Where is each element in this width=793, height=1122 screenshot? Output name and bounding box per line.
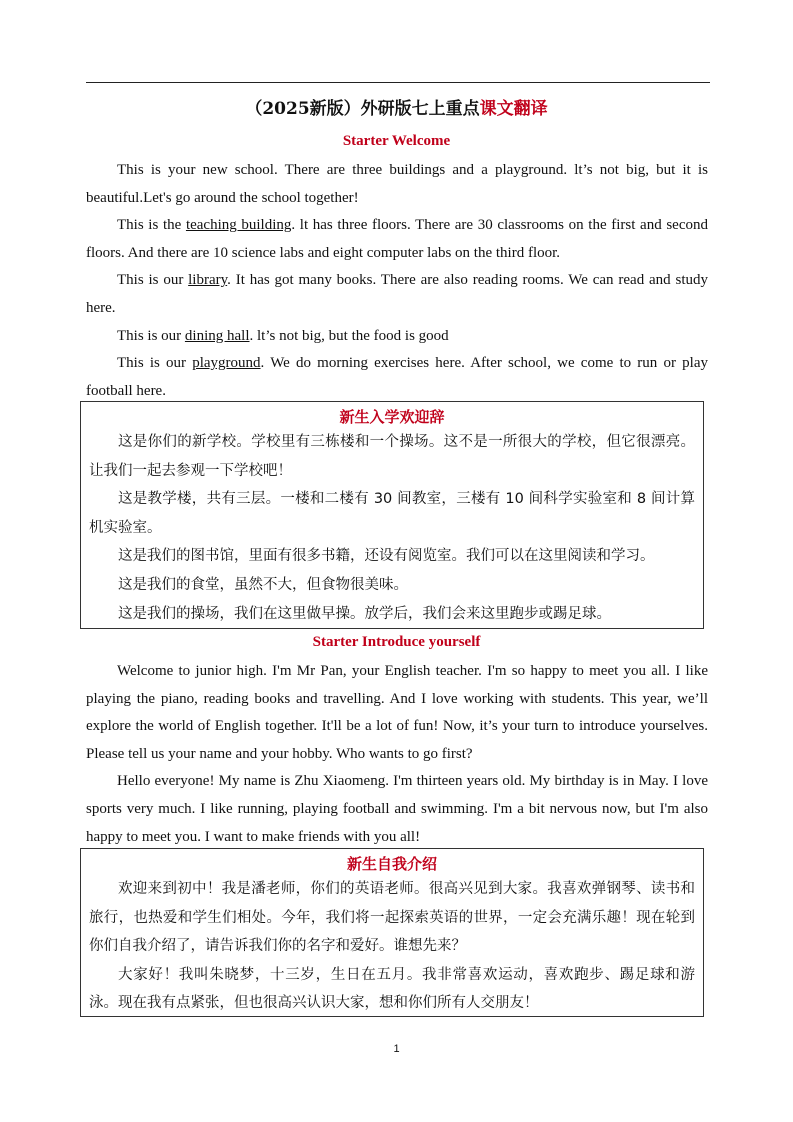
underlined-term: teaching building [185,217,292,234]
box-body [81,875,703,1018]
document-title [0,94,793,119]
introduce-text [86,658,708,851]
paragraph: 这是我们的食堂，虽然不大，但食物很美味。 [118,576,408,593]
paragraph: 欢迎来到初中！我是潘老师，你们的英语老师。很高兴见到大家。我喜欢弹钢琴、读书和旅行，也热爱和学生们相处。今年，我们将一起探索英语的世界，一定会充满乐趣！现在轮到你们自我介绍了，请告诉我们你的名字和爱好。谁想先来？ [89,881,695,955]
underlined-term: library [188,272,228,289]
paragraph: This is the teaching building. lt has three floors. There are 30 classrooms on the first and second floors. And there are 10 science labs and eight computer labs on the third floor. [86,217,709,261]
paragraph: 这是我们的图书馆，里面有很多书籍，还设有阅览室。我们可以在这里阅读和学习。 [118,548,655,565]
section-title-welcome: Starter Welcome [342,133,451,149]
underlined-term: playground [192,355,261,372]
translation-box-introduce [80,848,704,1017]
paragraph: Welcome to junior high. I'm Mr Pan, your English teacher. I'm so happy to meet you all. I like playing the piano, reading books and travelling. And I love working with students. This year, we’ll explore the world of English together. It'll be a lot of fun! Now, it’s your turn to introduce yourselves. Please tell us your name and your hobby. Who wants to go first? [86,663,708,762]
section-title-introduce: Starter Introduce yourself [312,634,481,650]
paragraph: 这是我们的操场，我们在这里做早操。放学后，我们会来这里跑步或踢足球。 [118,605,611,622]
translation-box-welcome [80,401,704,629]
page-number: 1 [393,1043,400,1055]
paragraph: This is our dining hall. lt’s not big, but the food is good [117,327,449,344]
underlined-term: dining hall [184,327,250,344]
paragraph: This is your new school. There are three buildings and a playground. lt’s not big, but it is beautiful.Let's go around the school together! [86,162,708,206]
paragraph: Hello everyone! My name is Zhu Xiaomeng. I'm thirteen years old. My birthday is in May. I love sports very much. I like running, playing football and swimming. I'm a bit nervous now, but I'm also happy to meet you. I want to make friends with you all! [86,773,708,845]
paragraph: 这是教学楼，共有三层。一楼和二楼有 30 间教室，三楼有 10 间科学实验室和 8 间计算机实验室。 [89,491,695,536]
paragraph: This is our library. It has got many books. There are also reading rooms. We can read and study here. [86,272,708,316]
welcome-text [86,157,708,405]
box-title: 新生入学欢迎辞 [339,408,445,426]
paragraph: 大家好！我叫朱晓梦，十三岁，生日在五月。我非常喜欢运动，喜欢跑步、踢足球和游泳。现在我有点紧张，但也很高兴认识大家，想和你们所有人交朋友！ [89,966,695,1012]
title-black-part: （2025新版）外研版七上重点 [245,99,480,119]
title-red-part: 课文翻译 [479,99,548,119]
box-title: 新生自我介绍 [346,855,437,873]
paragraph: This is our playground. We do morning exercises here. After school, we come to run or play football here. [86,355,708,399]
paragraph: 这是你们的新学校。学校里有三栋楼和一个操场。这不是一所很大的学校，但它很漂亮。让我们一起去参观一下学校吧！ [89,434,695,479]
top-rule [86,82,710,83]
box-body [81,428,703,628]
